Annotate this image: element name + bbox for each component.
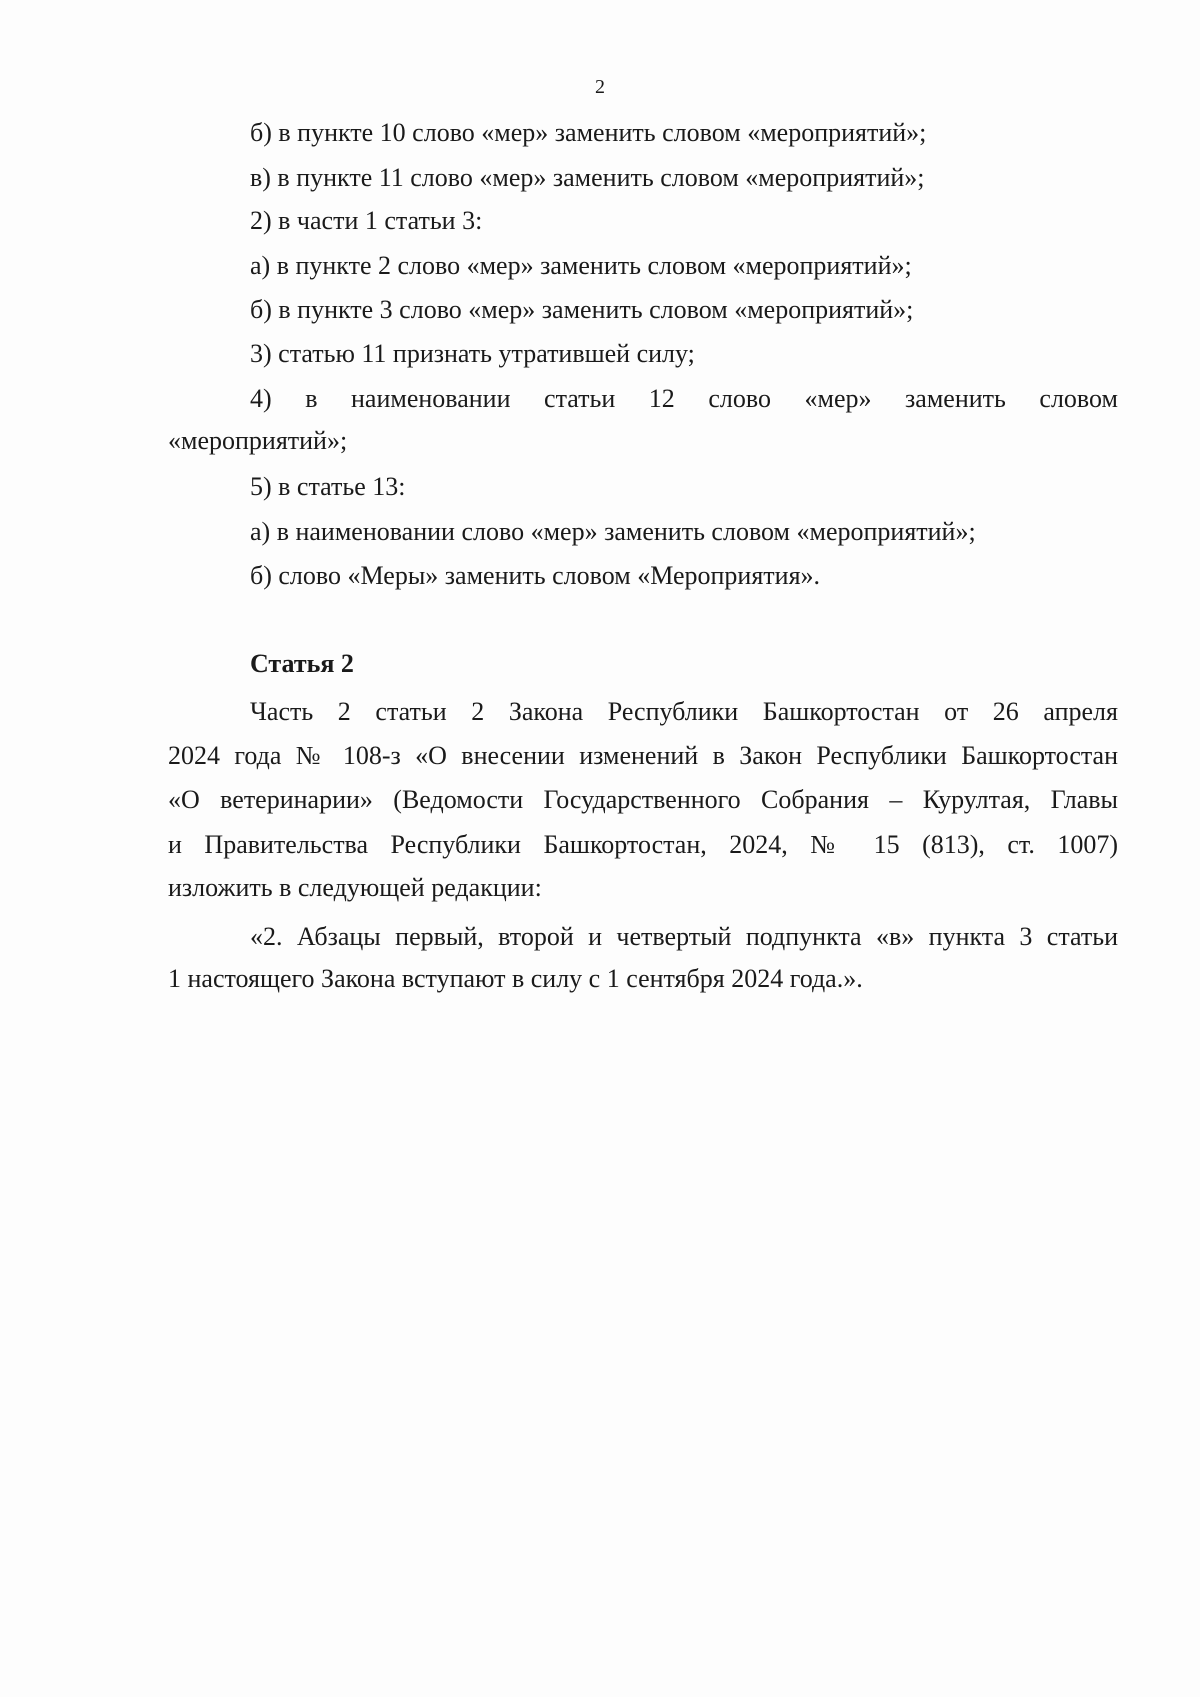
amendment-line: в) в пункте 11 слово «мер» заменить словом «мероприятий»; (250, 163, 925, 192)
amendment-line: 3) статью 11 признать утратившей силу; (250, 339, 695, 368)
article-text-line: и Правительства Республики Башкортостан, 2024, № 15 (813), ст. 1007) (168, 830, 1118, 859)
amendment-line: а) в наименовании слово «мер» заменить словом «мероприятий»; (250, 517, 976, 546)
article-text-line: 2024 года № 108-з «О внесении изменений в Закон Республики Башкортостан (168, 741, 1118, 770)
page-number: 2 (595, 76, 605, 98)
amendment-line: б) слово «Меры» заменить словом «Мероприятия». (250, 561, 821, 590)
amendment-line: б) в пункте 10 слово «мер» заменить словом «мероприятий»; (250, 118, 927, 147)
amendment-line: б) в пункте 3 слово «мер» заменить словом «мероприятий»; (250, 295, 914, 324)
amendment-line: 2) в части 1 статьи 3: (250, 206, 483, 235)
amendment-line: 4) в наименовании статьи 12 слово «мер» заменить словом (250, 384, 1118, 413)
article-heading: Статья 2 (250, 649, 354, 678)
article-text-line: Часть 2 статьи 2 Закона Республики Башкортостан от 26 апреля (250, 697, 1118, 726)
amendment-line: 5) в статье 13: (250, 472, 406, 501)
amendment-line: а) в пункте 2 слово «мер» заменить словом «мероприятий»; (250, 251, 912, 280)
article-text-line: «О ветеринарии» (Ведомости Государственного Собрания – Курултая, Главы (168, 785, 1118, 814)
amendment-line: «мероприятий»; (168, 426, 348, 455)
article-text-line: «2. Абзацы первый, второй и четвертый подпункта «в» пункта 3 статьи (250, 922, 1118, 951)
article-text-line: 1 настоящего Закона вступают в силу с 1 сентября 2024 года.». (168, 964, 863, 993)
article-text-line: изложить в следующей редакции: (168, 873, 542, 902)
